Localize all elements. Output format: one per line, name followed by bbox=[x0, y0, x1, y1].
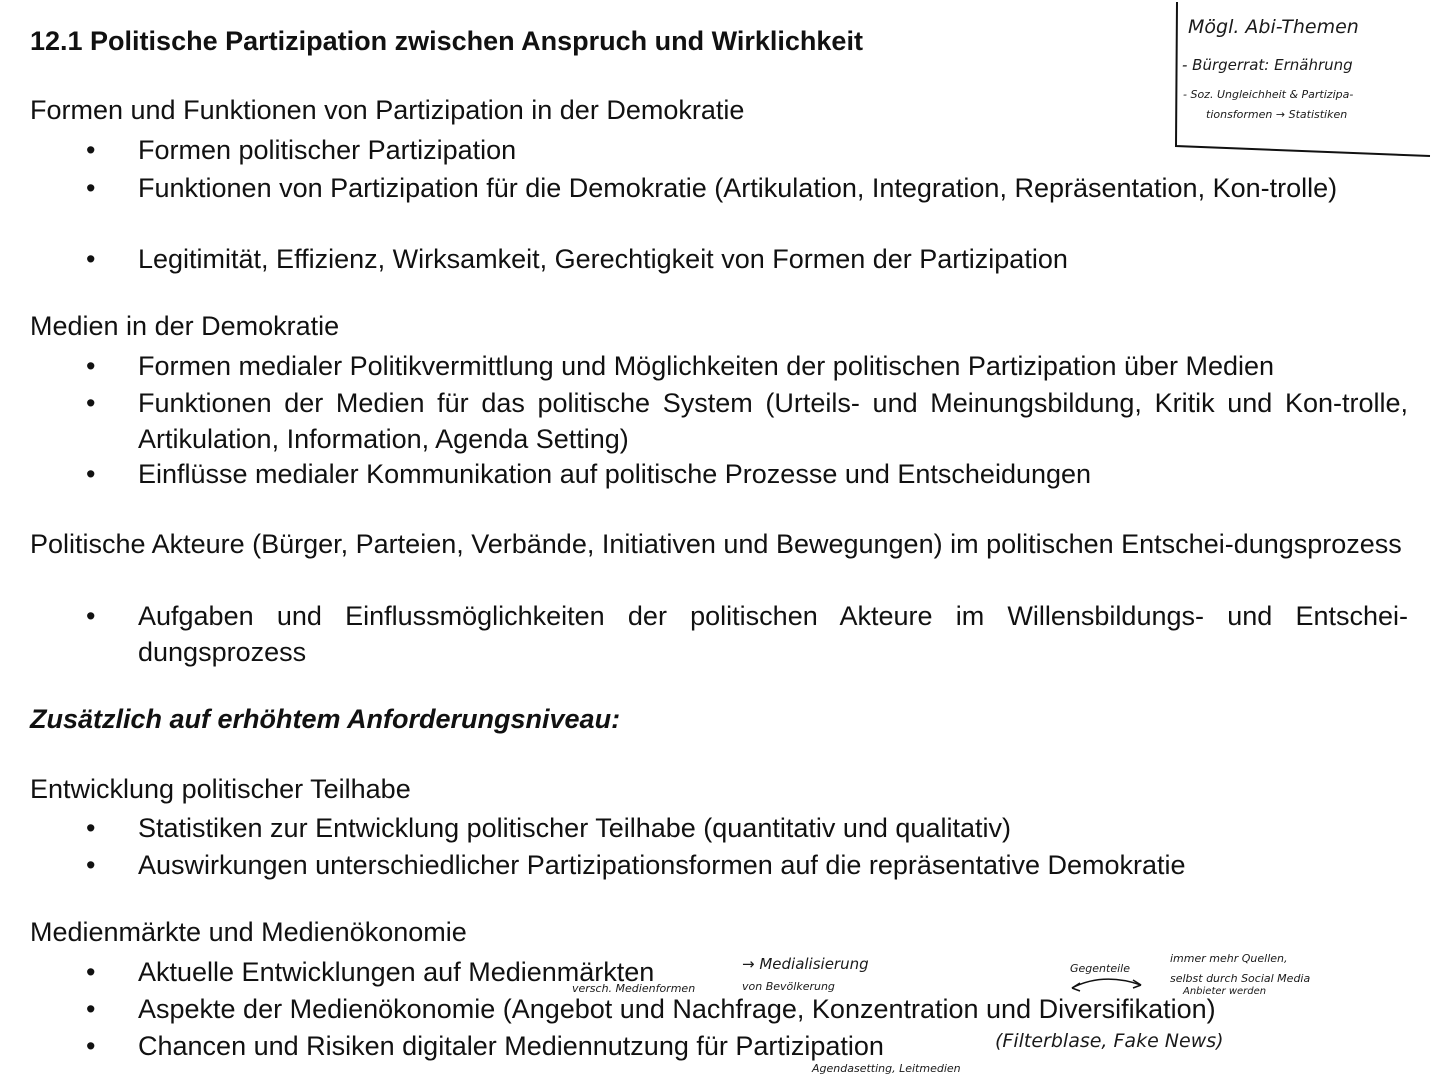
note-box-line-2b: tionsformen → Statistiken bbox=[1206, 108, 1348, 121]
note-quellen-1: immer mehr Quellen, bbox=[1170, 952, 1288, 965]
list-item-text: Funktionen der Medien für das politische System (Urteils- und Meinungsbildung, Kritik und Kon-trolle, Artikulation, Information, Agenda Setting) bbox=[138, 388, 1408, 454]
bullet-icon: • bbox=[86, 351, 96, 381]
section-heading-zusatz: Zusätzlich auf erhöhtem Anforderungsniveau: bbox=[30, 704, 621, 734]
bullet-icon: • bbox=[86, 459, 96, 489]
note-gegenteile: Gegenteile bbox=[1070, 962, 1130, 975]
section-heading-medien: Medien in der Demokratie bbox=[30, 311, 340, 341]
bullet-icon: • bbox=[86, 173, 96, 203]
note-box-line-1: - Bürgerrat: Ernährung bbox=[1182, 56, 1353, 74]
bullet-icon: • bbox=[86, 1031, 96, 1061]
bullet-icon: • bbox=[86, 957, 96, 987]
note-quellen-2: selbst durch Social Media bbox=[1170, 972, 1311, 985]
list-item-text: Statistiken zur Entwicklung politischer Teilhabe (quantitativ und qualitativ) bbox=[138, 813, 1011, 843]
list-item-text: Legitimität, Effizienz, Wirksamkeit, Gerechtigkeit von Formen der Partizipation bbox=[138, 244, 1068, 274]
double-arrow-icon bbox=[1072, 979, 1141, 988]
list-item-text: Aspekte der Medienökonomie (Angebot und Nachfrage, Konzentration und Diversifikation) bbox=[138, 994, 1216, 1024]
list-item-text: Funktionen von Partizipation für die Demokratie (Artikulation, Integration, Repräsentation, Kon-trolle) bbox=[138, 173, 1338, 203]
note-bevoelkerung: von Bevölkerung bbox=[742, 980, 835, 993]
bullet-icon: • bbox=[86, 850, 96, 880]
bullet-icon: • bbox=[86, 813, 96, 843]
note-medialisierung: → Medialisierung bbox=[742, 955, 869, 973]
list-item-text: Einflüsse medialer Kommunikation auf politische Prozesse und Entscheidungen bbox=[138, 459, 1092, 489]
list-item-text: Aufgaben und Einflussmöglichkeiten der politischen Akteure im Willensbildungs- und Entschei-dungsprozess bbox=[138, 601, 1408, 667]
list-item-text: Formen medialer Politikvermittlung und Möglichkeiten der politischen Partizipation über Medien bbox=[138, 351, 1275, 381]
section-heading-akteure: Politische Akteure (Bürger, Parteien, Verbände, Initiativen und Bewegungen) im politischen Entschei-dungsprozess bbox=[30, 529, 1402, 559]
list-item-text: Aktuelle Entwicklungen auf Medienmärkten bbox=[138, 957, 655, 987]
list-item-text: Auswirkungen unterschiedlicher Partizipationsformen auf die repräsentative Demokratie bbox=[138, 850, 1186, 880]
note-medienformen: versch. Medienformen bbox=[572, 982, 696, 995]
bullet-icon: • bbox=[86, 244, 96, 274]
note-filterblase: (Filterblase, Fake News) bbox=[995, 1030, 1224, 1052]
note-box-line-2a: - Soz. Ungleichheit & Partizipa- bbox=[1183, 88, 1354, 101]
note-box-title: Mögl. Abi-Themen bbox=[1188, 16, 1359, 38]
section-heading-formen: Formen und Funktionen von Partizipation in der Demokratie bbox=[30, 95, 745, 125]
note-agendasetting: Agendasetting, Leitmedien bbox=[812, 1062, 961, 1075]
note-anbieter: Anbieter werden bbox=[1183, 986, 1267, 997]
section-heading-medienmaerkte: Medienmärkte und Medienökonomie bbox=[30, 917, 467, 947]
page-title: 12.1 Politische Partizipation zwischen Anspruch und Wirklichkeit bbox=[30, 26, 863, 56]
bullet-icon: • bbox=[86, 135, 96, 165]
list-item-text: Chancen und Risiken digitaler Mediennutzung für Partizipation bbox=[138, 1031, 884, 1061]
list-item-text: Formen politischer Partizipation bbox=[138, 135, 517, 165]
bullet-icon: • bbox=[86, 994, 96, 1024]
bullet-icon: • bbox=[86, 601, 96, 631]
bullet-icon: • bbox=[86, 388, 96, 418]
section-heading-teilhabe: Entwicklung politischer Teilhabe bbox=[30, 774, 411, 804]
